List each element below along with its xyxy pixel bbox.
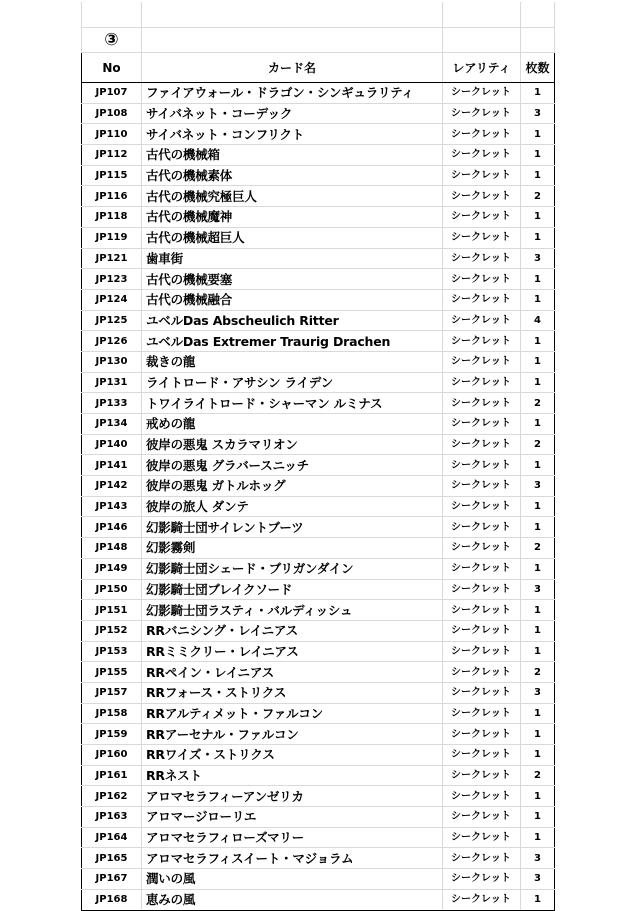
count-cell: 3 [521,869,555,890]
count-cell: 3 [521,848,555,869]
rarity-cell: シークレット [443,600,521,621]
card-name-cell: ユベルDas Extremer Traurig Drachen [142,331,443,352]
card-name-cell: 歯車街 [142,248,443,269]
rarity-cell: シークレット [443,558,521,579]
rarity-cell: シークレット [443,165,521,186]
card-no-cell: JP161 [82,765,142,786]
card-no-cell: JP160 [82,745,142,766]
table-row [82,827,555,848]
card-no-cell: JP125 [82,310,142,331]
card-name-cell: 彼岸の旅人 ダンテ [142,496,443,517]
section-marker-row [82,28,555,53]
rarity-cell: シークレット [443,765,521,786]
count-cell: 3 [521,103,555,124]
rarity-cell: シークレット [443,703,521,724]
rarity-cell: シークレット [443,724,521,745]
count-cell: 1 [521,289,555,310]
table-row [82,372,555,393]
rarity-cell: シークレット [443,289,521,310]
rarity-cell: シークレット [443,538,521,559]
count-cell: 1 [521,807,555,828]
header-rarity: レアリティ [443,53,521,83]
card-no-cell: JP123 [82,269,142,290]
count-cell: 1 [521,558,555,579]
rarity-cell: シークレット [443,579,521,600]
rarity-cell: シークレット [443,662,521,683]
table-row [82,414,555,435]
table-row [82,848,555,869]
count-cell: 1 [521,745,555,766]
card-no-cell: JP168 [82,889,142,910]
rarity-cell: シークレット [443,310,521,331]
count-cell: 1 [521,641,555,662]
table-row [82,620,555,641]
card-no-cell: JP116 [82,186,142,207]
rarity-cell: シークレット [443,145,521,166]
card-no-cell: JP162 [82,786,142,807]
card-name-cell: 古代の機械要塞 [142,269,443,290]
header-row [82,53,555,83]
rarity-cell: シークレット [443,103,521,124]
blank-cell [521,2,555,28]
card-name-cell: 恵みの風 [142,889,443,910]
card-no-cell: JP133 [82,393,142,414]
card-no-cell: JP158 [82,703,142,724]
table-row [82,662,555,683]
count-cell: 2 [521,393,555,414]
table-row [82,600,555,621]
card-name-cell: ライトロード・アサシン ライデン [142,372,443,393]
table-row [82,496,555,517]
card-name-cell: 戒めの龍 [142,414,443,435]
rarity-cell: シークレット [443,393,521,414]
table-row [82,786,555,807]
rarity-cell: シークレット [443,786,521,807]
card-name-cell: RRネスト [142,765,443,786]
blank-cell [82,2,142,28]
table-row [82,538,555,559]
count-cell: 2 [521,765,555,786]
count-cell: 2 [521,662,555,683]
rarity-cell: シークレット [443,827,521,848]
blank-cell [443,2,521,28]
card-name-cell: 古代の機械究極巨人 [142,186,443,207]
card-no-cell: JP164 [82,827,142,848]
rarity-cell: シークレット [443,124,521,145]
card-no-cell: JP143 [82,496,142,517]
rarity-cell: シークレット [443,269,521,290]
count-cell: 1 [521,165,555,186]
table-row [82,434,555,455]
card-no-cell: JP141 [82,455,142,476]
card-name-cell: サイバネット・コーデック [142,103,443,124]
card-name-cell: サイバネット・コンフリクト [142,124,443,145]
card-name-cell: トワイライトロード・シャーマン ルミナス [142,393,443,414]
card-no-cell: JP163 [82,807,142,828]
card-no-cell: JP131 [82,372,142,393]
count-cell: 1 [521,372,555,393]
count-cell: 1 [521,83,555,104]
card-name-cell: 潤いの風 [142,869,443,890]
table-row [82,103,555,124]
card-no-cell: JP165 [82,848,142,869]
rarity-cell: シークレット [443,455,521,476]
count-cell: 2 [521,186,555,207]
card-name-cell: 古代の機械魔神 [142,207,443,228]
card-name-cell: アロマージローリエ [142,807,443,828]
table-row [82,331,555,352]
header-count: 枚数 [521,53,555,83]
card-name-cell: 彼岸の悪鬼 グラバースニッチ [142,455,443,476]
table-row [82,745,555,766]
count-cell: 1 [521,269,555,290]
blank-cell [142,28,443,53]
card-no-cell: JP152 [82,620,142,641]
table-row [82,765,555,786]
card-no-cell: JP112 [82,145,142,166]
header-card-name: カード名 [142,53,443,83]
count-cell: 1 [521,827,555,848]
blank-cell [443,28,521,53]
rarity-cell: シークレット [443,869,521,890]
rarity-cell: シークレット [443,807,521,828]
count-cell: 2 [521,434,555,455]
card-no-cell: JP157 [82,682,142,703]
card-name-cell: RRワイズ・ストリクス [142,745,443,766]
count-cell: 3 [521,579,555,600]
table-row [82,579,555,600]
blank-cell [142,2,443,28]
count-cell: 1 [521,496,555,517]
rarity-cell: シークレット [443,248,521,269]
blank-cell [521,28,555,53]
card-no-cell: JP134 [82,414,142,435]
rarity-cell: シークレット [443,889,521,910]
card-no-cell: JP121 [82,248,142,269]
count-cell: 1 [521,600,555,621]
rarity-cell: シークレット [443,682,521,703]
card-no-cell: JP150 [82,579,142,600]
card-name-cell: アロマセラフィローズマリー [142,827,443,848]
table-row [82,558,555,579]
table-row [82,83,555,104]
table-row [82,351,555,372]
card-name-cell: RRバニシング・レイニアス [142,620,443,641]
count-cell: 1 [521,786,555,807]
card-name-cell: RRアーセナル・ファルコン [142,724,443,745]
card-no-cell: JP126 [82,331,142,352]
table-row [82,724,555,745]
card-no-cell: JP159 [82,724,142,745]
card-no-cell: JP142 [82,476,142,497]
card-name-cell: アロマセラフィスイート・マジョラム [142,848,443,869]
card-no-cell: JP148 [82,538,142,559]
card-name-cell: 幻影霧剣 [142,538,443,559]
rarity-cell: シークレット [443,372,521,393]
card-name-cell: RRフォース・ストリクス [142,682,443,703]
table-row [82,869,555,890]
count-cell: 1 [521,331,555,352]
card-name-cell: 幻影騎士団ブレイクソード [142,579,443,600]
card-no-cell: JP149 [82,558,142,579]
card-no-cell: JP146 [82,517,142,538]
table-row [82,248,555,269]
count-cell: 1 [521,724,555,745]
rarity-cell: シークレット [443,331,521,352]
count-cell: 1 [521,455,555,476]
rarity-cell: シークレット [443,414,521,435]
card-no-cell: JP140 [82,434,142,455]
card-name-cell: 古代の機械素体 [142,165,443,186]
card-name-cell: 幻影騎士団シェード・ブリガンダイン [142,558,443,579]
card-name-cell: 裁きの龍 [142,351,443,372]
table-row [82,186,555,207]
table-row [82,393,555,414]
count-cell: 2 [521,538,555,559]
count-cell: 3 [521,476,555,497]
rarity-cell: シークレット [443,641,521,662]
card-name-cell: 幻影騎士団サイレントブーツ [142,517,443,538]
card-no-cell: JP155 [82,662,142,683]
count-cell: 3 [521,682,555,703]
card-name-cell: 古代の機械超巨人 [142,227,443,248]
card-name-cell: 彼岸の悪鬼 ガトルホッグ [142,476,443,497]
card-no-cell: JP124 [82,289,142,310]
table-row [82,807,555,828]
card-table [81,2,555,911]
rarity-cell: シークレット [443,745,521,766]
card-name-cell: アロマセラフィーアンゼリカ [142,786,443,807]
table-row [82,455,555,476]
table-row [82,269,555,290]
card-name-cell: 古代の機械箱 [142,145,443,166]
count-cell: 1 [521,620,555,641]
card-no-cell: JP110 [82,124,142,145]
card-table-body [82,2,555,910]
table-row [82,517,555,538]
rarity-cell: シークレット [443,227,521,248]
count-cell: 1 [521,517,555,538]
table-row [82,145,555,166]
table-row [82,227,555,248]
count-cell: 1 [521,889,555,910]
card-name-cell: RRミミクリー・レイニアス [142,641,443,662]
rarity-cell: シークレット [443,517,521,538]
card-list-sheet [81,2,554,911]
card-name-cell: ファイアウォール・ドラゴン・シンギュラリティ [142,83,443,104]
card-name-cell: 彼岸の悪鬼 スカラマリオン [142,434,443,455]
table-row [82,703,555,724]
card-no-cell: JP153 [82,641,142,662]
table-row [82,682,555,703]
table-row [82,165,555,186]
card-name-cell: 古代の機械融合 [142,289,443,310]
card-no-cell: JP115 [82,165,142,186]
rarity-cell: シークレット [443,476,521,497]
card-name-cell: RRペイン・レイニアス [142,662,443,683]
count-cell: 1 [521,351,555,372]
card-no-cell: JP119 [82,227,142,248]
count-cell: 4 [521,310,555,331]
card-no-cell: JP118 [82,207,142,228]
rarity-cell: シークレット [443,83,521,104]
rarity-cell: シークレット [443,207,521,228]
table-row [82,207,555,228]
card-name-cell: RRアルティメット・ファルコン [142,703,443,724]
rarity-cell: シークレット [443,434,521,455]
count-cell: 1 [521,414,555,435]
count-cell: 1 [521,227,555,248]
card-name-cell: 幻影騎士団ラスティ・バルディッシュ [142,600,443,621]
table-row [82,310,555,331]
count-cell: 1 [521,703,555,724]
count-cell: 1 [521,124,555,145]
blank-row [82,2,555,28]
card-no-cell: JP151 [82,600,142,621]
card-no-cell: JP107 [82,83,142,104]
rarity-cell: シークレット [443,620,521,641]
table-row [82,476,555,497]
card-name-cell: ユベルDas Abscheulich Ritter [142,310,443,331]
count-cell: 1 [521,145,555,166]
table-row [82,124,555,145]
card-no-cell: JP130 [82,351,142,372]
section-marker: ③ [82,28,142,53]
header-no: No [82,53,142,83]
rarity-cell: シークレット [443,496,521,517]
table-row [82,889,555,910]
table-row [82,289,555,310]
count-cell: 1 [521,207,555,228]
rarity-cell: シークレット [443,351,521,372]
card-no-cell: JP167 [82,869,142,890]
rarity-cell: シークレット [443,186,521,207]
count-cell: 3 [521,248,555,269]
rarity-cell: シークレット [443,848,521,869]
table-row [82,641,555,662]
card-no-cell: JP108 [82,103,142,124]
